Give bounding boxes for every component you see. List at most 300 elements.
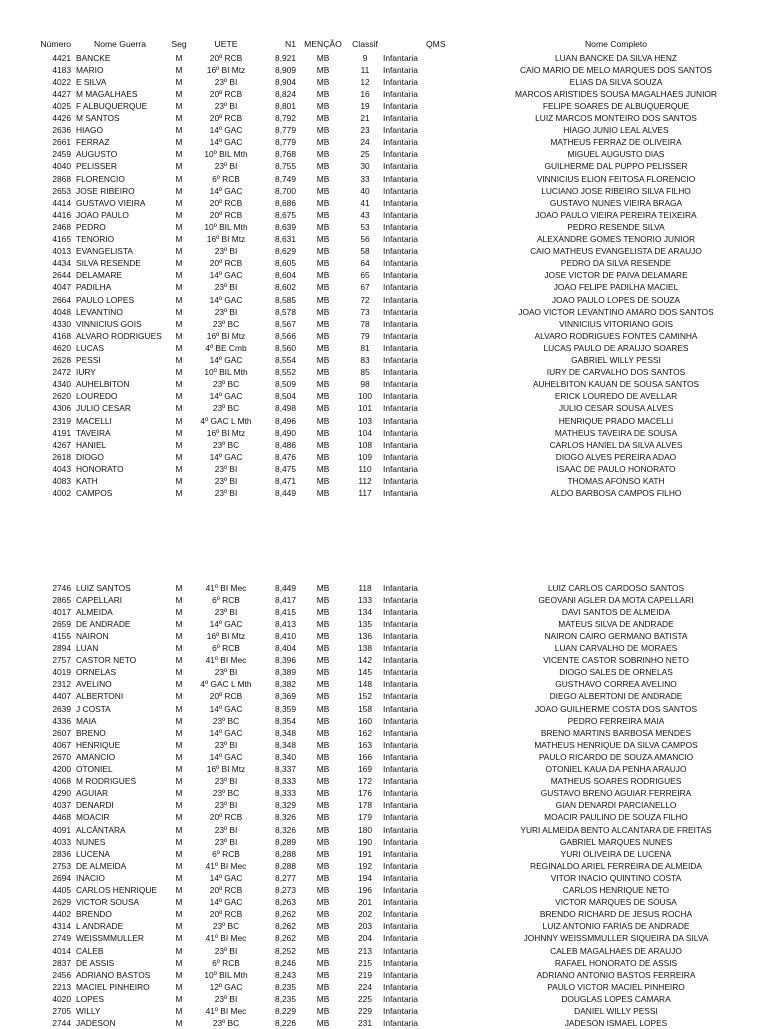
cell-numero: 2746 [52,582,71,593]
cell-nome-completo: THOMAS AFONSO KATH [567,476,665,486]
cell-qms: Infantaria [383,872,418,883]
cell-seg: M [175,318,183,329]
cell-classif: 179 [358,812,372,823]
cell-n1: 8,496 [275,415,296,426]
cell-numero: 2639 [52,703,71,714]
cell-seg: M [175,221,183,232]
cell-seg: M [175,342,183,353]
cell-qms: Infantaria [383,981,418,992]
cell-numero: 4290 [52,788,71,799]
cell-uete: 6º RCB [212,957,240,968]
cell-classif: 58 [360,246,370,257]
cell-qms: Infantaria [383,234,418,244]
cell-qms: Infantaria [383,630,418,641]
cell-classif: 79 [360,330,370,341]
table-row [0,787,768,799]
table-row [0,173,768,185]
cell-n1: 8,326 [275,824,296,835]
cell-classif: 21 [360,113,370,123]
header-seg: Seg [171,39,187,49]
cell-seg: M [175,379,183,390]
cell-numero: 2836 [52,848,71,859]
cell-mencao: MB [316,197,330,208]
cell-n1: 8,604 [275,270,296,281]
cell-n1: 8,509 [275,379,296,390]
cell-n1: 8,243 [275,969,296,980]
cell-n1: 8,415 [275,606,296,617]
cell-qms: Infantaria [383,330,418,341]
cell-nome-completo: DANIEL WILLY PESSI [574,1006,658,1016]
table-row [0,64,768,76]
cell-classif: 160 [358,715,372,726]
cell-classif: 136 [358,630,372,641]
cell-classif: 231 [358,1018,372,1029]
cell-numero: 2468 [52,221,71,232]
cell-qms: Infantaria [383,606,418,617]
cell-nome-completo: PEDRO DA SILVA RESENDE [560,258,672,269]
cell-seg: M [175,209,183,220]
table-row [0,981,768,993]
cell-uete: 23º BI [214,488,238,499]
cell-n1: 8,567 [275,318,296,329]
cell-seg: M [175,909,183,920]
cell-qms: Infantaria [383,88,418,99]
cell-uete: 23º BI [214,246,238,257]
table-row [0,715,768,727]
cell-nome-completo: MATHEUS SOARES RODRIGUES [550,776,682,787]
cell-mencao: MB [316,355,330,365]
cell-numero: 4040 [52,161,71,172]
table-row [0,884,768,896]
cell-mencao: MB [316,306,330,317]
cell-nome-completo: CALEB MAGALHAES DE ARAUJO [550,945,682,956]
table-row [0,76,768,88]
cell-mencao: MB [316,969,330,980]
cell-qms: Infantaria [383,209,418,220]
cell-n1: 8,686 [275,197,296,208]
cell-seg: M [175,751,183,762]
cell-classif: 100 [358,391,372,402]
cell-uete: 20º RCB [209,209,243,220]
cell-uete: 14º GAC [209,451,243,462]
table-row [0,799,768,811]
cell-seg: M [175,451,183,462]
cell-numero: 4191 [52,427,71,438]
cell-seg: M [175,667,183,678]
cell-uete: 23º BC [212,439,240,450]
cell-mencao: MB [316,679,330,690]
cell-n1: 8,359 [275,703,296,714]
cell-seg: M [175,739,183,750]
cell-n1: 8,560 [275,342,296,353]
cell-classif: 25 [360,149,370,160]
cell-numero: 4468 [52,812,71,823]
cell-classif: 191 [358,848,372,859]
table-row [0,330,768,342]
cell-n1: 8,340 [275,751,296,762]
cell-numero: 4183 [52,64,71,75]
cell-uete: 20º RCB [209,258,243,269]
cell-seg: M [175,149,183,160]
cell-nome-guerra: VICTOR SOUSA [76,897,140,908]
cell-n1: 8,396 [275,655,296,666]
cell-nome-completo: GUSTAVO NUNES VIEIRA BRAGA [549,197,683,208]
cell-nome-completo: LUCAS PAULO DE ARAUJO SOARES [543,342,689,353]
cell-numero: 4402 [52,909,71,920]
cell-numero: 2659 [52,618,71,629]
cell-n1: 8,417 [275,594,296,605]
cell-classif: 12 [360,76,370,87]
cell-uete: 23º BI [214,945,238,956]
cell-qms: Infantaria [383,812,418,823]
cell-numero: 2749 [52,933,71,944]
cell-nome-completo: JOAO PAULO LOPES DE SOUZA [551,294,681,305]
cell-qms: Infantaria [383,667,418,678]
cell-mencao: MB [316,88,330,99]
cell-classif: 16 [360,88,370,99]
cell-mencao: MB [316,282,330,293]
cell-mencao: MB [316,594,330,605]
cell-mencao: MB [316,476,330,486]
cell-nome-guerra: ALCÂNTARA [76,824,126,835]
cell-n1: 8,578 [275,306,296,317]
cell-classif: 53 [360,221,370,232]
cell-classif: 138 [358,643,372,653]
table-row [0,1017,768,1029]
cell-seg: M [175,1006,183,1016]
cell-classif: 64 [360,258,370,269]
cell-seg: M [175,945,183,956]
cell-nome-guerra: M MAGALHAES [76,88,138,99]
cell-uete: 23º BI [214,667,238,678]
cell-seg: M [175,800,183,811]
cell-mencao: MB [316,1006,330,1016]
cell-numero: 2653 [52,185,71,196]
cell-n1: 8,801 [275,100,296,111]
cell-n1: 8,909 [275,64,296,75]
cell-seg: M [175,173,183,184]
cell-nome-guerra: KATH [76,476,98,486]
cell-qms: Infantaria [383,703,418,714]
cell-classif: 172 [358,776,372,787]
cell-n1: 8,605 [275,258,296,269]
cell-classif: 134 [358,606,372,617]
table-row [0,124,768,136]
table-row [0,811,768,823]
cell-numero: 2628 [52,355,71,365]
cell-classif: 108 [358,439,372,450]
cell-uete: 16º BI Mtz [206,764,246,774]
cell-mencao: MB [316,294,330,305]
cell-seg: M [175,306,183,317]
cell-classif: 176 [358,788,372,799]
cell-mencao: MB [316,933,330,944]
cell-seg: M [175,679,183,690]
cell-numero: 2213 [52,981,71,992]
cell-mencao: MB [316,764,330,774]
cell-nome-completo: LUCIANO JOSE RIBEIRO SILVA FILHO [541,185,691,196]
cell-n1: 8,631 [275,234,296,244]
cell-seg: M [175,330,183,341]
cell-numero: 4014 [52,945,71,956]
cell-qms: Infantaria [383,824,418,835]
cell-seg: M [175,161,183,172]
cell-nome-completo: LUIZ CARLOS CARDOSO SANTOS [547,582,685,593]
cell-nome-guerra: DE ANDRADE [76,618,131,629]
cell-numero: 4068 [52,776,71,787]
cell-mencao: MB [316,582,330,593]
cell-qms: Infantaria [383,788,418,799]
cell-qms: Infantaria [383,885,418,895]
cell-uete: 16º BI Mtz [206,64,246,75]
cell-mencao: MB [316,125,330,136]
cell-uete: 23º BI [214,463,238,474]
cell-numero: 4405 [52,885,71,895]
cell-nome-guerra: DE ASSIS [76,957,115,968]
cell-n1: 8,262 [275,933,296,944]
cell-n1: 8,229 [275,1006,296,1016]
cell-seg: M [175,993,183,1004]
cell-nome-completo: GUSTAVO BRENO AGUIAR FERREIRA [540,788,692,799]
cell-nome-guerra: E SILVA [76,76,107,87]
cell-qms: Infantaria [383,137,418,148]
cell-mencao: MB [316,618,330,629]
cell-numero: 4047 [52,282,71,293]
cell-nome-completo: GUSTHAVO CORREA AVELINO [555,679,677,690]
table-row [0,678,768,690]
cell-nome-completo: VINNICIUS VITORIANO GOIS [559,318,673,329]
cell-seg: M [175,921,183,932]
cell-nome-guerra: JOSE RIBEIRO [76,185,135,196]
cell-nome-completo: ALDO BARBOSA CAMPOS FILHO [550,488,682,499]
cell-seg: M [175,294,183,305]
cell-classif: 148 [358,679,372,690]
cell-nome-completo: CARLOS HENRIQUE NETO [562,885,670,895]
cell-n1: 8,779 [275,125,296,136]
cell-numero: 2644 [52,270,71,281]
cell-uete: 41º BI Mec [205,582,247,593]
cell-n1: 8,486 [275,439,296,450]
cell-mencao: MB [316,872,330,883]
cell-nome-guerra: AGUIAR [76,788,109,799]
cell-classif: 224 [358,981,372,992]
table-header [0,38,768,50]
cell-numero: 2694 [52,872,71,883]
table-row [0,197,768,209]
cell-seg: M [175,88,183,99]
cell-n1: 8,700 [275,185,296,196]
cell-n1: 8,554 [275,355,296,365]
cell-classif: 67 [360,282,370,293]
cell-nome-guerra: DIOGO [76,451,104,462]
cell-uete: 14º GAC [209,125,243,136]
cell-nome-completo: MATEUS SILVA DE ANDRADE [558,618,674,629]
cell-nome-guerra: WILLY [76,1006,101,1016]
cell-seg: M [175,282,183,293]
cell-qms: Infantaria [383,355,418,365]
cell-nome-guerra: MOACIR [76,812,110,823]
cell-n1: 8,382 [275,679,296,690]
cell-uete: 23º BI [214,776,238,787]
cell-mencao: MB [316,800,330,811]
cell-qms: Infantaria [383,100,418,111]
cell-mencao: MB [316,52,330,63]
cell-seg: M [175,137,183,148]
cell-seg: M [175,764,183,774]
cell-n1: 8,273 [275,885,296,895]
cell-seg: M [175,415,183,426]
cell-mencao: MB [316,391,330,402]
cell-uete: 23º BC [212,318,240,329]
table-row [0,824,768,836]
table-row [0,463,768,475]
cell-mencao: MB [316,161,330,172]
cell-n1: 8,749 [275,173,296,184]
cell-n1: 8,235 [275,993,296,1004]
cell-n1: 8,602 [275,282,296,293]
cell-qms: Infantaria [383,64,418,75]
cell-qms: Infantaria [383,76,418,87]
cell-mencao: MB [316,921,330,932]
cell-nome-completo: OTONIEL KAUA DA PENHA ARAUJO [545,764,687,774]
cell-seg: M [175,933,183,944]
cell-nome-completo: PEDRO RESENDE SILVA [567,221,665,232]
cell-seg: M [175,655,183,666]
cell-n1: 8,471 [275,476,296,486]
cell-classif: 72 [360,294,370,305]
cell-classif: 145 [358,667,372,678]
cell-nome-guerra: JOAO PAULO [76,209,129,220]
cell-nome-completo: DIEGO ALBERTONI DE ANDRADE [549,691,683,702]
cell-nome-completo: FELIPE SOARES DE ALBUQUERQUE [542,100,690,111]
cell-n1: 8,449 [275,488,296,499]
cell-uete: 6º RCB [212,848,240,859]
cell-mencao: MB [316,945,330,956]
cell-qms: Infantaria [383,185,418,196]
cell-numero: 4037 [52,800,71,811]
cell-numero: 4314 [52,921,71,932]
header-nome-completo: Nome Completo [584,39,648,49]
cell-n1: 8,639 [275,221,296,232]
cell-qms: Infantaria [383,391,418,402]
table-row [0,160,768,172]
cell-uete: 14º GAC [209,618,243,629]
cell-seg: M [175,703,183,714]
cell-numero: 4168 [52,330,71,341]
table-row [0,642,768,654]
cell-uete: 10º BIL Mth [204,367,248,378]
cell-classif: 192 [358,860,372,871]
cell-n1: 8,475 [275,463,296,474]
cell-mencao: MB [316,100,330,111]
cell-nome-guerra: DENARDI [76,800,114,811]
cell-nome-guerra: PEDRO [76,221,106,232]
cell-nome-completo: JOAO VICTOR LEVANTINO AMARO DOS SANTOS [518,306,714,317]
table-row [0,233,768,245]
cell-numero: 2744 [52,1018,71,1029]
cell-uete: 41º BI Mec [205,933,247,944]
cell-nome-guerra: JULIO CESAR [76,403,131,414]
cell-qms: Infantaria [383,945,418,956]
cell-n1: 8,476 [275,451,296,462]
cell-classif: 204 [358,933,372,944]
table-row [0,594,768,606]
cell-numero: 4048 [52,306,71,317]
cell-qms: Infantaria [383,921,418,932]
cell-qms: Infantaria [383,582,418,593]
table-row [0,848,768,860]
header-n1: N1 [285,39,296,49]
table-row [0,221,768,233]
cell-qms: Infantaria [383,727,418,738]
cell-nome-guerra: J COSTA [76,703,111,714]
cell-numero: 4043 [52,463,71,474]
cell-nome-completo: ISAAC DE PAULO HONORATO [556,463,676,474]
cell-nome-guerra: NUNES [76,836,106,847]
cell-n1: 8,504 [275,391,296,402]
cell-numero: 2459 [52,149,71,160]
cell-seg: M [175,957,183,968]
cell-nome-completo: HIAGO JUNIO LEAL ALVES [563,125,669,136]
cell-qms: Infantaria [383,451,418,462]
cell-qms: Infantaria [383,246,418,257]
cell-qms: Infantaria [383,751,418,762]
header-qms: QMS [426,39,446,49]
cell-qms: Infantaria [383,52,418,63]
cell-nome-guerra: VINNICIUS GOIS [76,318,142,329]
cell-classif: 196 [358,885,372,895]
cell-mencao: MB [316,727,330,738]
cell-n1: 8,921 [275,52,296,63]
cell-nome-guerra: HIAGO [76,125,103,136]
cell-seg: M [175,463,183,474]
cell-uete: 6º RCB [212,594,240,605]
cell-seg: M [175,234,183,244]
cell-n1: 8,226 [275,1018,296,1029]
cell-mencao: MB [316,703,330,714]
cell-nome-completo: YURI ALMEIDA BENTO ALCANTARA DE FREITAS [520,824,712,835]
cell-n1: 8,326 [275,812,296,823]
cell-qms: Infantaria [383,897,418,908]
cell-nome-completo: MOACIR PAULINO DE SOUZA FILHO [544,812,688,823]
table-row [0,185,768,197]
cell-n1: 8,235 [275,981,296,992]
cell-nome-guerra: LUCAS [76,342,104,353]
cell-nome-guerra: L ANDRADE [76,921,124,932]
cell-classif: 163 [358,739,372,750]
cell-mencao: MB [316,258,330,269]
cell-nome-completo: DAVI SANTOS DE ALMEIDA [561,606,671,617]
cell-nome-completo: CAIO MATHEUS EVANGELISTA DE ARAUJO [530,246,702,257]
cell-nome-guerra: LOPES [76,993,104,1004]
cell-nome-completo: MIGUEL AUGUSTO DIAS [567,149,665,160]
table-row [0,582,768,594]
cell-nome-completo: PAULO VICTOR MACIEL PINHEIRO [547,981,685,992]
cell-classif: 135 [358,618,372,629]
cell-nome-completo: GABRIEL WILLY PESSI [571,355,661,365]
cell-nome-completo: JOAO FELIPE PADILHA MACIEL [553,282,679,293]
cell-mencao: MB [316,643,330,653]
cell-qms: Infantaria [383,488,418,499]
cell-uete: 20º RCB [209,88,243,99]
cell-nome-guerra: JADESON [76,1018,116,1029]
table-row [0,354,768,366]
cell-numero: 4267 [52,439,71,450]
cell-n1: 8,252 [275,945,296,956]
cell-mencao: MB [316,993,330,1004]
cell-n1: 8,288 [275,860,296,871]
cell-n1: 8,498 [275,403,296,414]
